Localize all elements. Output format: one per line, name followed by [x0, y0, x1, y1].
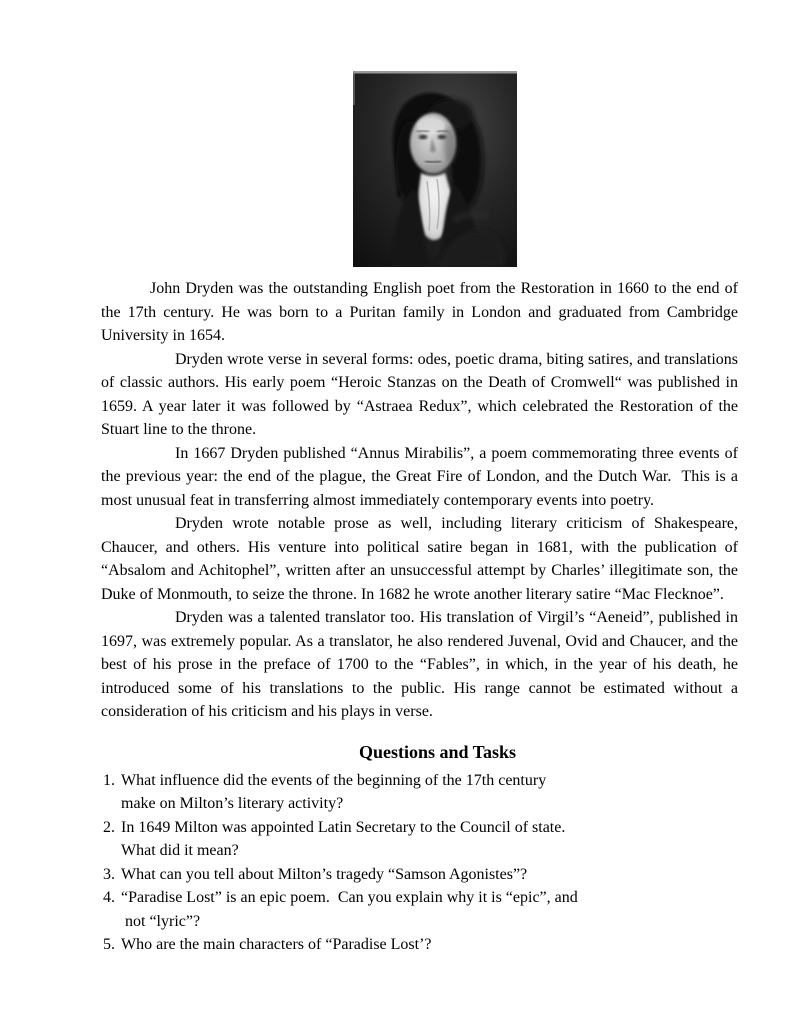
- portrait-top-edge: [353, 71, 517, 74]
- question-text-line: What can you tell about Milton’s tragedy “Samson Agonistes”?: [121, 865, 528, 883]
- questions-list: [101, 769, 738, 957]
- question-item-2: [101, 816, 738, 863]
- question-text-line: What did it mean?: [121, 842, 239, 859]
- question-text-line: not “lyric”?: [121, 912, 201, 930]
- question-text-line: In 1649 Milton was appointed Latin Secretary to the Council of state.: [121, 818, 566, 836]
- portrait-left-edge: [353, 71, 355, 105]
- question-number: 5.: [103, 936, 115, 953]
- portrait-image: [353, 71, 517, 267]
- john-dryden-portrait: [353, 71, 517, 267]
- question-text-line: make on Milton’s literary activity?: [121, 795, 344, 812]
- question-item-4: [101, 886, 738, 933]
- question-item-3: [101, 863, 738, 887]
- question-number: 4.: [103, 889, 115, 906]
- question-text-line: “Paradise Lost” is an epic poem. Can you explain why it is “epic”, and: [121, 889, 578, 906]
- paragraph-intro: John Dryden was the outstanding English poet from the Restoration in 1660 to the end of the 17th century. He was born to a Puritan family in London and graduated from Cambridge University in 1654.: [101, 280, 742, 344]
- question-text-line: What influence did the events of the beginning of the 17th century: [121, 771, 547, 789]
- question-number: 2.: [103, 818, 115, 836]
- question-item-5: [101, 933, 738, 957]
- article-body: [101, 277, 742, 957]
- question-number: 3.: [103, 865, 115, 883]
- paragraph-annus-mirabilis: In 1667 Dryden published “Annus Mirabilis”, a poem commemorating three events of the previous year: the end of the plague, the Great Fire of London, and the Dutch War. This is a most unusual feat in transferring almost immediately contemporary events into poetry.: [101, 444, 742, 509]
- paragraph-translator: Dryden was a talented translator too. His translation of Virgil’s “Aeneid”, published in 1697, was extremely popular. As a translator, he also rendered Juvenal, Ovid and Chaucer, and the best of his prose in the preface of 1700 to the “Fables”, in which, in the year of his death, he introduced some of his translations to the public. His range cannot be estimated without a consideration of his criticism and his plays in verse.: [101, 609, 742, 720]
- question-number: 1.: [103, 771, 115, 789]
- paragraph-verse-forms: Dryden wrote verse in several forms: odes, poetic drama, biting satires, and translations of classic authors. His early poem “Heroic Stanzas on the Death of Cromwell“ was published in 1659. A year later it was followed by “Astraea Redux”, which celebrated the Restoration of the Stuart line to the throne.: [101, 350, 742, 438]
- question-item-1: [101, 769, 738, 816]
- questions-heading: Questions and Tasks: [358, 741, 517, 762]
- portrait-face: [410, 113, 456, 173]
- paragraph-prose-satire: Dryden wrote notable prose as well, including literary criticism of Shakespeare, Chaucer, and others. His venture into political satire began in 1681, with the publication of “Absalom and Achitophel”, written after an unsuccessful attempt by Charles’ illegitimate son, the Duke of Monmouth, to seize the throne. In 1682 he wrote another literary satire “Mac Flecknoe”.: [101, 515, 742, 603]
- question-text-line: Who are the main characters of “Paradise Lost’?: [121, 936, 432, 953]
